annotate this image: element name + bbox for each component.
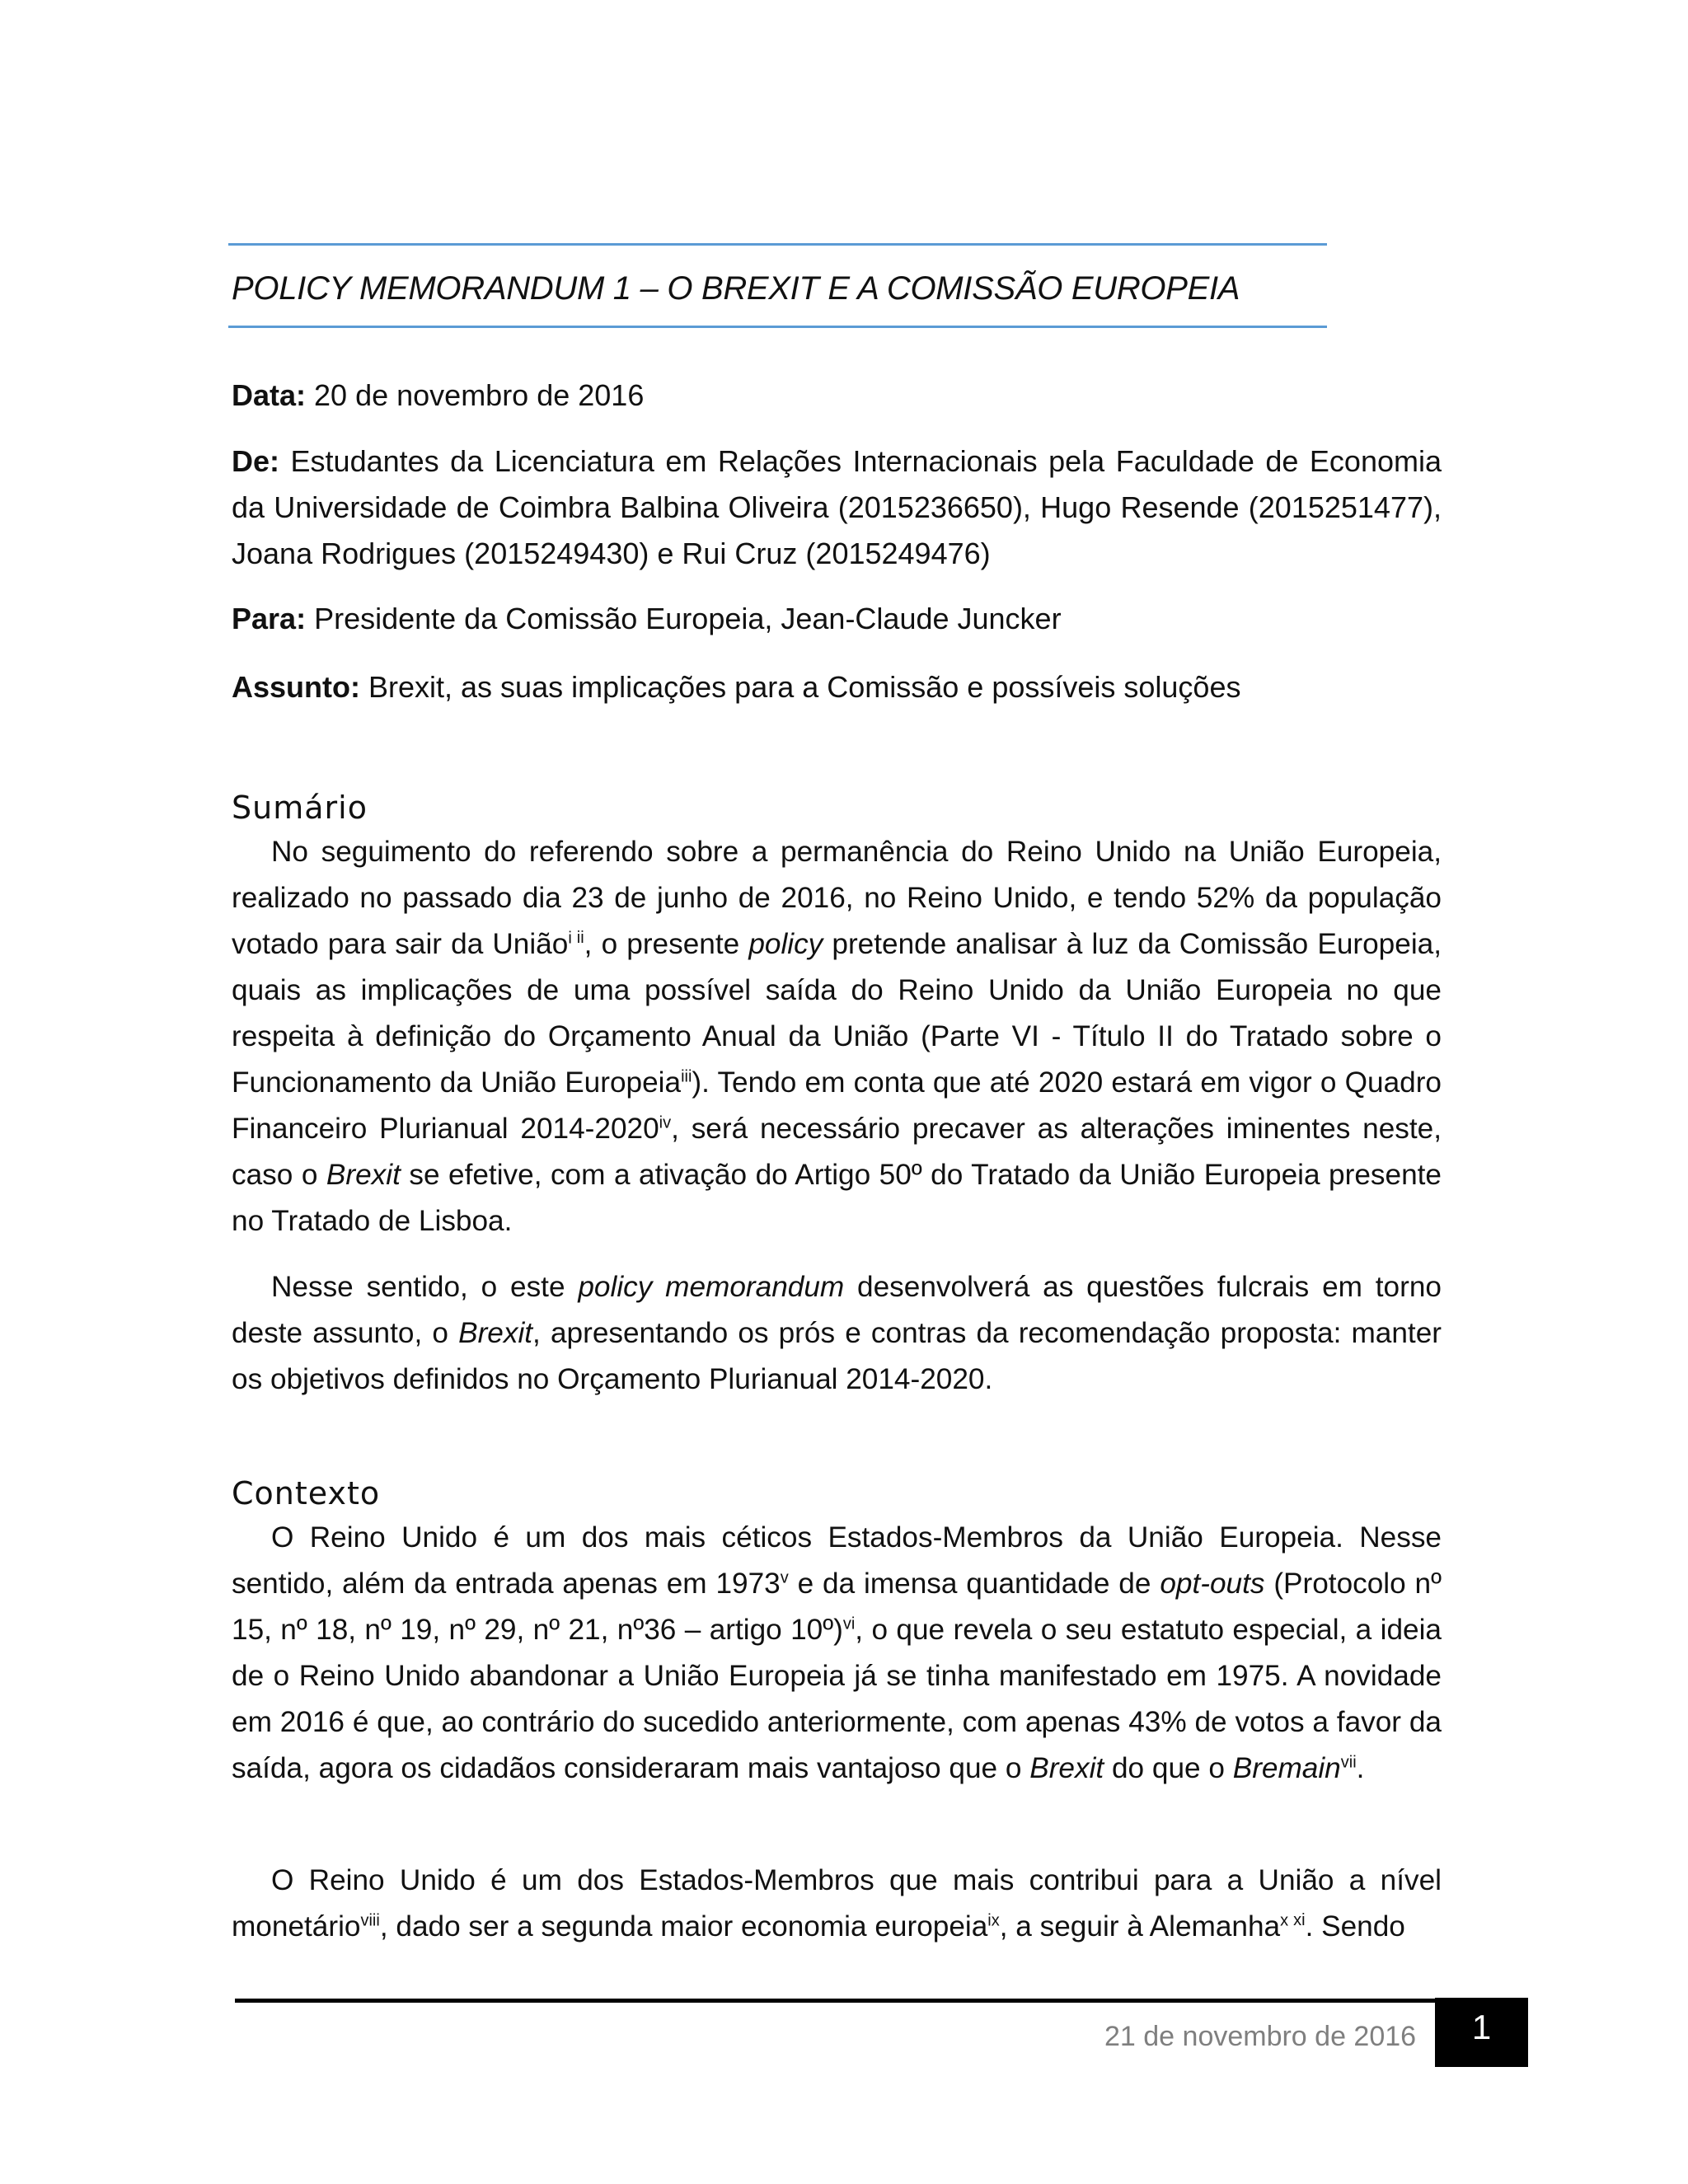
meta-subject-label: Assunto: xyxy=(232,670,360,704)
footnote-ref[interactable]: xi xyxy=(1293,1911,1306,1930)
section-heading-sumario: Sumário xyxy=(232,790,368,826)
contexto-paragraph-2: O Reino Unido é um dos Estados-Membros que mais contribui para a União a nível monetário$^{viii}$, dado ser a segunda maior economia europeia$^{ix}$, a seguir à Alemanha$^x$ $^{xi}$. Sendo xyxy=(232,1864,1442,1943)
meta-to-value: Presidente da Comissão Europeia, Jean-Claude Juncker xyxy=(306,602,1062,635)
footnote-ref[interactable]: x xyxy=(1280,1911,1289,1930)
meta-date-value: 20 de novembro de 2016 xyxy=(306,378,645,412)
footnote-ref[interactable]: ii xyxy=(576,929,584,948)
meta-from xyxy=(232,438,1442,577)
meta-to xyxy=(232,596,1443,642)
footnote-ref[interactable]: v xyxy=(780,1568,789,1587)
meta-from-value: Estudantes da Licenciatura em Relações Internacionais pela Faculdade de Economia da Universidade de Coimbra Balbina Oliveira (2015236650), Hugo Resende (2015251477), Joana Rodrigues (2015249430) e Rui Cruz (2015249476) xyxy=(232,444,1442,570)
title-bottom-rule xyxy=(228,326,1327,328)
section-heading-contexto: Contexto xyxy=(232,1475,381,1511)
footnote-ref[interactable]: ix xyxy=(987,1911,1000,1930)
footnote-ref[interactable]: vi xyxy=(842,1615,856,1633)
footer-rule xyxy=(235,1999,1441,2003)
footer-date: 21 de novembro de 2016 xyxy=(1104,2021,1417,2052)
sumario-paragraph-1: No seguimento do referendo sobre a permanência do Reino Unido na União Europeia, realizado no passado dia 23 de junho de 2016, no Reino Unido, e tendo 52% da população votado para sair da União$^i$ $^{ii}$, o presente policy pretende analisar à luz da Comissão Europeia, quais as implicações de uma possível saída do Reino Unido da União Europeia no que respeita à definição do Orçamento Anual da União (Parte VI - Título II do Tratado sobre o Funcionamento da União Europeia$^{iii}$). Tendo em conta que até 2020 estará em vigor o Quadro Financeiro Plurianual 2014-2020$^{iv}$, será necessário precaver as alterações iminentes neste, caso o Brexit se efetive, com a ativação do Artigo 50º do Tratado da União Europeia presente no Tratado de Lisboa. xyxy=(232,836,1442,1237)
footnote-ref[interactable]: i xyxy=(568,929,572,948)
footnote-ref[interactable]: iv xyxy=(659,1113,672,1132)
document-title: POLICY MEMORANDUM 1 – O BREXIT E A COMISSÃO EUROPEIA xyxy=(232,270,1240,307)
meta-subject xyxy=(232,664,1443,710)
sumario-paragraph-2: Nesse sentido, o este policy memorandum desenvolverá as questões fulcrais em torno deste assunto, o Brexit, apresentando os prós e contras da recomendação proposta: manter os objetivos definidos no Orçamento Plurianual 2014-2020. xyxy=(232,1271,1442,1395)
meta-date xyxy=(232,373,1443,419)
title-top-rule xyxy=(228,243,1327,246)
meta-subject-value: Brexit, as suas implicações para a Comissão e possíveis soluções xyxy=(360,670,1241,704)
contexto-paragraph-1: O Reino Unido é um dos mais céticos Estados-Membros da União Europeia. Nesse sentido, além da entrada apenas em 1973$^v$ e da imensa quantidade de opt-outs (Protocolo nº 15, nº 18, nº 19, nº 29, nº 21, nº36 – artigo 10º)$^{vi}$, o que revela o seu estatuto especial, a ideia de o Reino Unido abandonar a União Europeia já se tinha manifestado em 1975. A novidade em 2016 é que, ao contrário do sucedido anteriormente, com apenas 43% de votos a favor da saída, agora os cidadãos consideraram mais vantajoso que o Brexit do que o Bremain$^{vii}$. xyxy=(232,1521,1442,1784)
meta-to-label: Para: xyxy=(232,602,307,635)
meta-date-label: Data: xyxy=(232,378,307,412)
footnote-ref[interactable]: viii xyxy=(360,1911,380,1930)
footnote-ref[interactable]: iii xyxy=(681,1067,692,1086)
meta-from-label: De: xyxy=(232,444,280,478)
footnote-ref[interactable]: vii xyxy=(1340,1753,1357,1772)
page-number: 1 xyxy=(1471,2008,1492,2046)
